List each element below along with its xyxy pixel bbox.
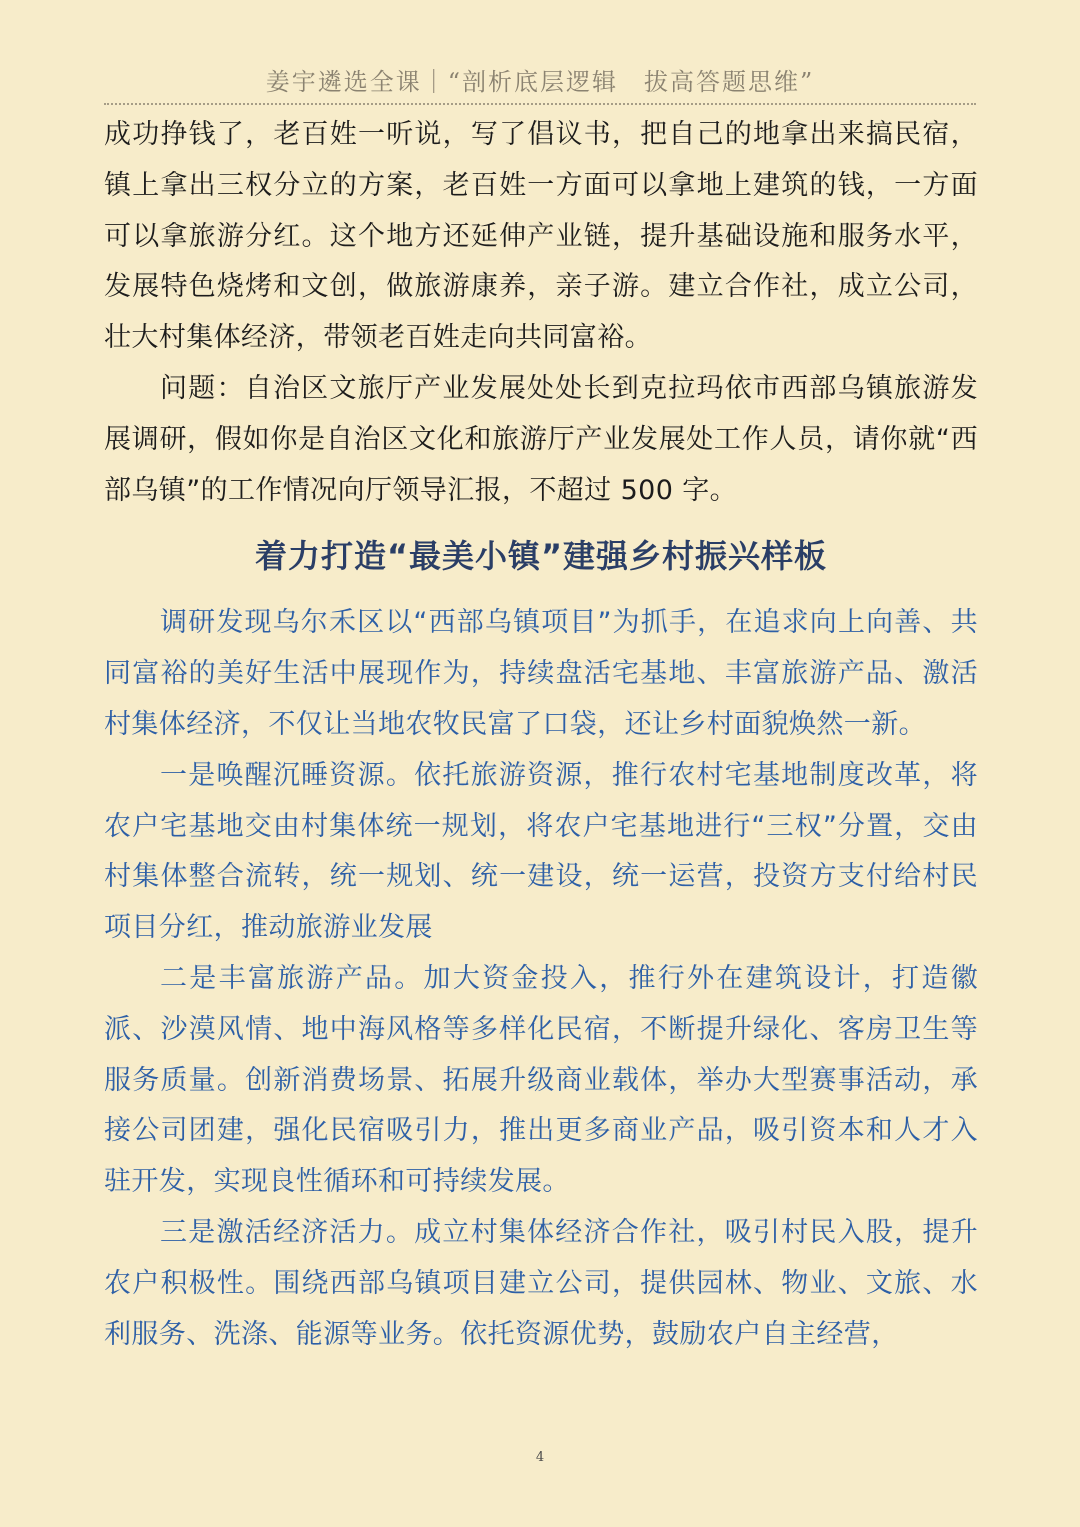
answer-point-two: 二是丰富旅游产品。加大资金投入，推行外在建筑设计，打造徽派、沙漠风情、地中海风格等多样化民宿，不断提升绿化、客房卫生等服务质量。创新消费场景、拓展升级商业载体，举办大型赛事活动，承接公司团建，强化民宿吸引力，推出更多商业产品，吸引资本和人才入驻开发，实现良性循环和可持续发展。 [104, 962, 978, 1198]
page-number: 4 [535, 1450, 545, 1465]
header-divider [104, 103, 976, 105]
answer-point-one: 一是唤醒沉睡资源。依托旅游资源，推行农村宅基地制度改革，将农户宅基地交由村集体统一规划，将农户宅基地进行“三权”分置，交由村集体整合流转，统一规划、统一建设，统一运营，投资方支付给村民项目分红，推动旅游业发展 [104, 759, 978, 944]
page-content [104, 110, 978, 1360]
answer-title: 着力打造“最美小镇”建强乡村振兴样板 [254, 537, 828, 576]
question-paragraph: 问题：自治区文旅厅产业发展处处长到克拉玛依市西部乌镇旅游发展调研，假如你是自治区文化和旅游厅产业发展处工作人员，请你就“西部乌镇”的工作情况向厅领导汇报，不超过 500 字。 [104, 372, 978, 506]
answer-point-three: 三是激活经济活力。成立村集体经济合作社，吸引村民入股，提升农户积极性。围绕西部乌镇项目建立公司，提供园林、物业、文旅、水利服务、洗涤、能源等业务。依托资源优势，鼓励农户自主经营， [104, 1216, 978, 1350]
continued-paragraph: 成功挣钱了，老百姓一听说，写了倡议书，把自己的地拿出来搞民宿，镇上拿出三权分立的方案，老百姓一方面可以拿地上建筑的钱，一方面可以拿旅游分红。这个地方还延伸产业链，提升基础设施和服务水平，发展特色烧烤和文创，做旅游康养，亲子游。建立合作社，成立公司，壮大村集体经济，带领老百姓走向共同富裕。 [104, 119, 978, 354]
page-header: 姜宇遴选全课｜“剖析底层逻辑 拔高答题思维” [265, 68, 815, 96]
answer-intro-paragraph: 调研发现乌尔禾区以“西部乌镇项目”为抓手，在追求向上向善、共同富裕的美好生活中展现作为，持续盘活宅基地、丰富旅游产品、激活村集体经济，不仅让当地农牧民富了口袋，还让乡村面貌焕然一新。 [104, 607, 978, 740]
